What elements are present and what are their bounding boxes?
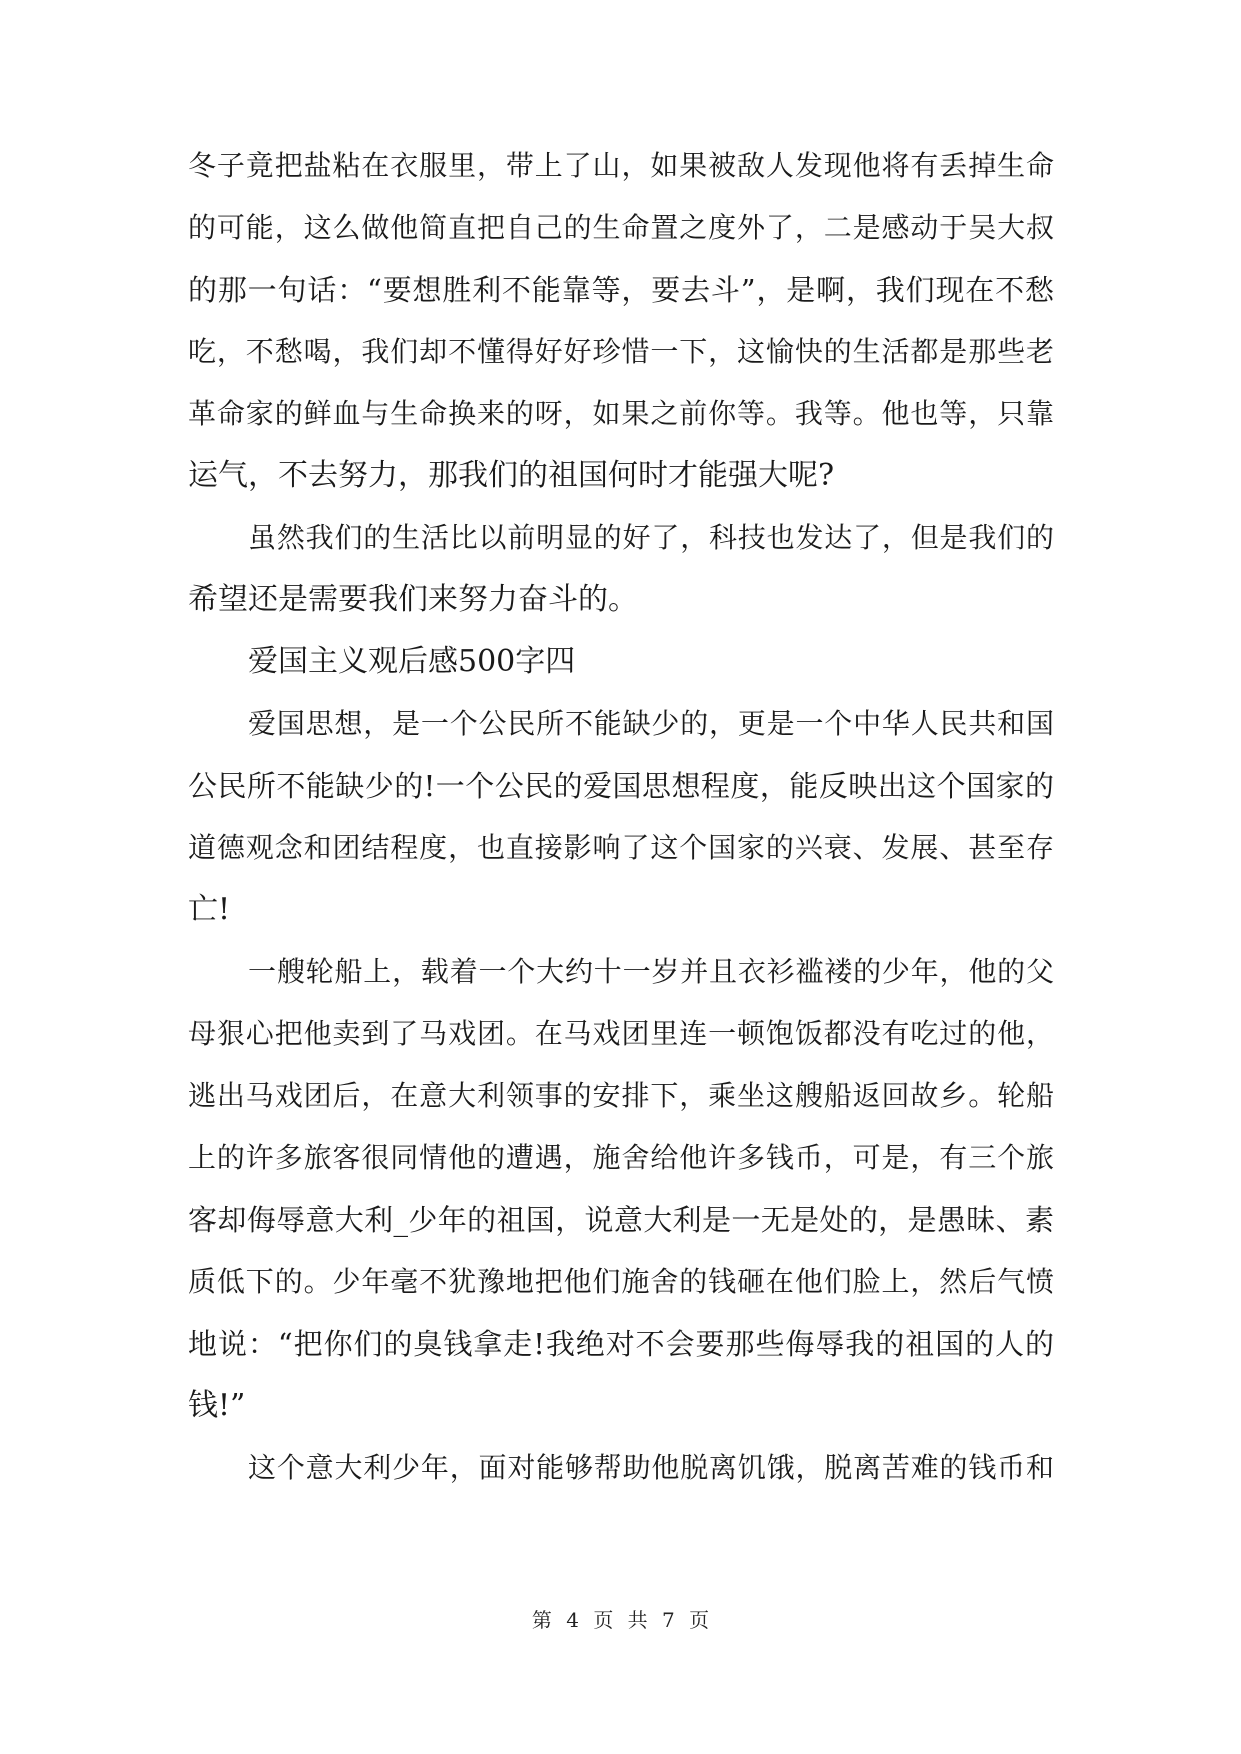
paragraph-line: 一艘轮船上，载着一个大约十一岁并且衣衫褴褛的少年，他的父 bbox=[248, 955, 1054, 988]
paragraph-line: 冬子竟把盐粘在衣服里，带上了山，如果被敌人发现他将有丢掉生命 bbox=[188, 149, 1054, 182]
paragraph-line: 虽然我们的生活比以前明显的好了，科技也发达了，但是我们的 bbox=[248, 521, 1054, 554]
paragraph-line: 公民所不能缺少的!一个公民的爱国思想程度，能反映出这个国家的 bbox=[188, 769, 1054, 803]
paragraph-line: 的可能，这么做他简直把自己的生命置之度外了，二是感动于吴大叔 bbox=[188, 211, 1054, 244]
paragraph-line: 希望还是需要我们来努力奋斗的。 bbox=[188, 582, 638, 617]
paragraph-line: 亡! bbox=[188, 892, 231, 927]
paragraph-line: 质低下的。少年毫不犹豫地把他们施舍的钱砸在他们脸上，然后气愤 bbox=[188, 1265, 1054, 1298]
paragraph-line: 爱国思想，是一个公民所不能缺少的，更是一个中华人民共和国 bbox=[248, 707, 1054, 740]
paragraph-line: 逃出马戏团后，在意大利领事的安排下，乘坐这艘船返回故乡。轮船 bbox=[188, 1079, 1054, 1112]
paragraph-line: 地说：“把你们的臭钱拿走!我绝对不会要那些侮辱我的祖国的人的 bbox=[188, 1327, 1054, 1361]
paragraph-line: 的那一句话：“要想胜利不能靠等，要去斗”，是啊，我们现在不愁 bbox=[188, 273, 1054, 307]
page-number-footer: 第 4 页 共 7 页 bbox=[531, 1608, 710, 1632]
section-heading: 爱国主义观后感500字四 bbox=[248, 644, 576, 679]
paragraph-line: 这个意大利少年，面对能够帮助他脱离饥饿，脱离苦难的钱币和 bbox=[248, 1451, 1054, 1484]
paragraph-line: 上的许多旅客很同情他的遭遇，施舍给他许多钱币，可是，有三个旅 bbox=[188, 1141, 1054, 1174]
paragraph-line: 运气，不去努力，那我们的祖国何时才能强大呢? bbox=[188, 458, 835, 493]
paragraph-line: 客却侮辱意大利_少年的祖国，说意大利是一无是处的，是愚昧、素 bbox=[188, 1203, 1054, 1237]
paragraph-line: 吃，不愁喝，我们却不懂得好好珍惜一下，这愉快的生活都是那些老 bbox=[188, 335, 1054, 368]
paragraph-line: 道德观念和团结程度，也直接影响了这个国家的兴衰、发展、甚至存 bbox=[188, 831, 1054, 864]
paragraph-line: 革命家的鲜血与生命换来的呀，如果之前你等。我等。他也等，只靠 bbox=[188, 397, 1054, 430]
paragraph-line: 钱!” bbox=[188, 1388, 246, 1423]
paragraph-line: 母狠心把他卖到了马戏团。在马戏团里连一顿饱饭都没有吃过的他， bbox=[188, 1017, 1054, 1050]
